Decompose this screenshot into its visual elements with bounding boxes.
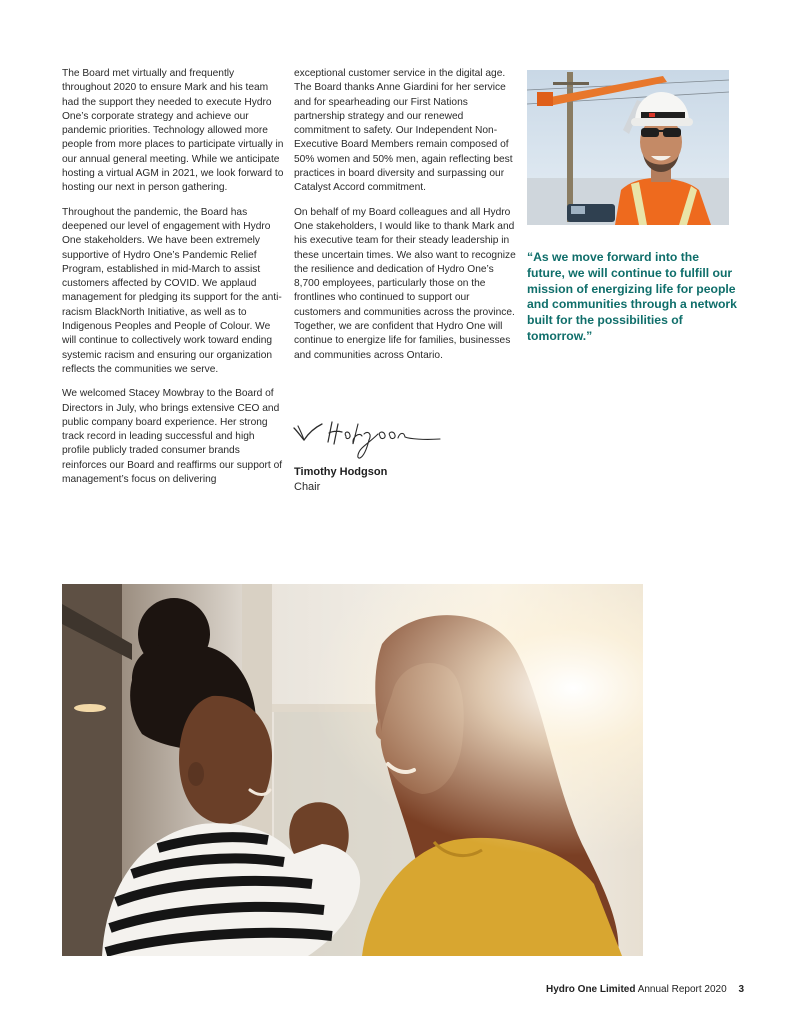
paragraph-stakeholder-engagement: Throughout the pandemic, the Board has deepened our level of engagement with Hydro One stakeholders. We have been extremely supportive of Hydro One’s Pandemic Relief Program, established in mid-March to assist customers affected by COVID. We applaud management for pledging its support for the anti-racism BlackNorth Initiative, as well as to Indigenous Peoples and People of Colour. We will continue to collectively work toward ending systemic racism and ensuring our organization reflects the communities we serve. <box>62 206 282 375</box>
signer-name: Timothy Hodgson <box>294 466 388 478</box>
page-number: 3 <box>738 984 744 995</box>
footer-report-title: Annual Report 2020 <box>637 984 727 995</box>
page-footer <box>546 984 744 995</box>
photo-lineworker <box>527 70 729 225</box>
paragraph-new-director: We welcomed Stacey Mowbray to the Board of Directors in July, who brings extensive CEO and public company board experience. Her strong track record in leading successful and high profile publicly traded consumer brands reinforces our Board and reaffirms our support of management’s focus on delivering <box>62 388 283 486</box>
paragraph-board-meetings: The Board met virtually and frequently throughout 2020 to ensure Mark and his team had the support they needed to execute Hydro One’s corporate strategy and achieve our pandemic priorities. Technology allowed more people from more places to participate virtually in our annual general meeting. While we anticipate hosting a virtual AGM in 2021, we look forward to hosting our next in person gathering. <box>62 68 284 194</box>
paragraph-thanks: On behalf of my Board colleagues and all Hydro One stakeholders, I would like to thank Mark and his executive team for their steady leadership in these uncertain times. We also want to recognize the resilience and dedication of Hydro One’s 8,700 employees, particularly those on the frontlines who continued to support our customers and communities across the province. Together, we are confident that Hydro One will continue to energize life for families, businesses and communities across Ontario. <box>294 206 516 361</box>
photo-mother-daughter <box>62 584 643 956</box>
body-column-left <box>62 67 284 497</box>
pull-quote: “As we move forward into the future, we will continue to fulfill our mission of energizing life for people and communities through a network built for the possibilities of tomorrow.” <box>527 250 737 343</box>
signer-title: Chair <box>294 481 321 493</box>
footer-brand: Hydro One Limited <box>546 984 636 995</box>
paragraph-board-diversity: exceptional customer service in the digital age. The Board thanks Anne Giardini for her service and for spearheading our First Nations partnership strategy and our renewed commitment to safety. Our Independent Non-Executive Board Members remain composed of 50% women and 50% men, again reflecting best practices in board diversity and surpassing our Catalyst Accord commitment. <box>294 68 513 194</box>
handwritten-signature <box>292 418 442 466</box>
body-column-middle <box>294 67 516 373</box>
